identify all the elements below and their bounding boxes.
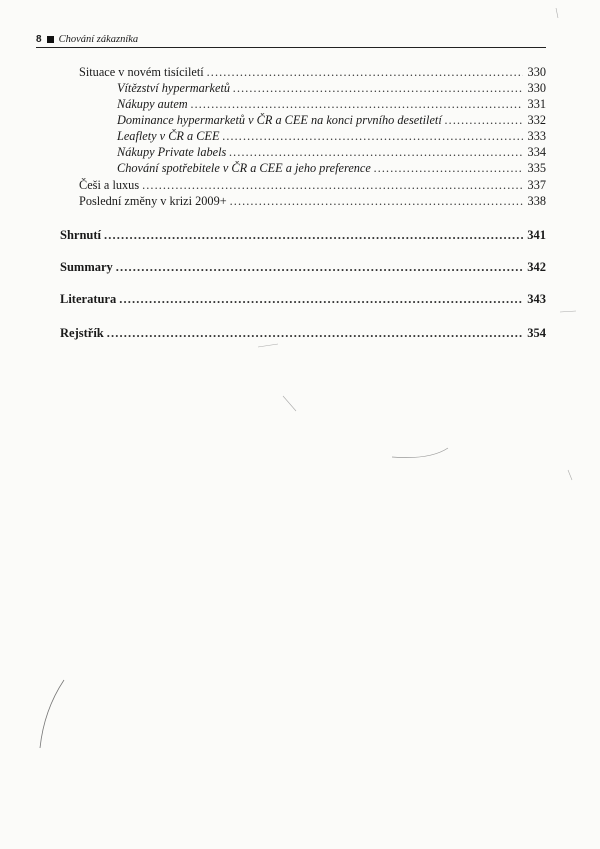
scan-stroke-mark (283, 396, 296, 411)
toc-entry-page: 333 (527, 129, 546, 143)
toc-chapter (60, 325, 546, 341)
toc-entry (117, 112, 546, 128)
scan-stroke-mark (560, 311, 576, 312)
running-header (36, 31, 546, 48)
toc-entry-page: 330 (527, 81, 546, 95)
toc-entry (117, 128, 546, 144)
toc-chapter (60, 227, 546, 243)
toc-entry-page: 354 (527, 326, 546, 340)
header-title: Chování zákazníka (58, 33, 139, 45)
toc-dot-leader (142, 177, 523, 193)
toc-dot-leader (233, 80, 523, 96)
toc-entry-page: 330 (527, 65, 546, 79)
toc-entry-page: 335 (527, 161, 546, 175)
toc-dot-leader (191, 96, 523, 112)
toc-dot-leader (374, 160, 523, 176)
toc-entry-title: Rejstřík (60, 326, 104, 340)
toc-entry-page: 342 (527, 260, 546, 274)
toc-entry (117, 144, 546, 160)
toc-entry (79, 177, 546, 193)
toc-dot-leader (119, 291, 523, 307)
toc-entry-page: 343 (527, 292, 546, 306)
toc-entry-title: Chování spotřebitele v ČR a CEE a jeho preference (117, 161, 371, 175)
scan-stroke-mark (568, 470, 572, 480)
toc-chapter (60, 259, 546, 275)
toc-dot-leader (116, 259, 523, 275)
toc-entry-title: Situace v novém tisíciletí (79, 65, 204, 79)
toc-dot-leader (107, 325, 523, 341)
toc-entry (79, 64, 546, 80)
square-bullet-icon (47, 36, 54, 43)
toc-entry-page: 337 (527, 178, 546, 192)
toc-dot-leader (222, 128, 523, 144)
toc-entry-title: Češi a luxus (79, 178, 140, 192)
toc-entry-title: Shrnutí (60, 228, 101, 242)
scan-stroke-mark (258, 344, 278, 347)
toc-dot-leader (230, 193, 523, 209)
toc-entry-title: Dominance hypermarketů v ČR a CEE na konci prvního desetiletí (117, 113, 442, 127)
toc-entry-page: 332 (527, 113, 546, 127)
toc-entry-title: Nákupy autem (117, 97, 188, 111)
toc-entry-title: Leaflety v ČR a CEE (117, 129, 220, 143)
toc-entry-page: 338 (527, 194, 546, 208)
toc-entry (117, 80, 546, 96)
toc-entry (79, 193, 546, 209)
scan-stroke-mark (392, 448, 448, 458)
toc-dot-leader (207, 64, 523, 80)
toc-dot-leader (104, 227, 523, 243)
header-page-number: 8 (36, 33, 42, 45)
toc-entry-page: 341 (527, 228, 546, 242)
toc-dot-leader (229, 144, 523, 160)
toc-entry-title: Vítězství hypermarketů (117, 81, 231, 95)
toc-entry-title: Literatura (60, 292, 117, 306)
scan-stroke-mark (40, 680, 64, 748)
toc-dot-leader (445, 112, 523, 128)
toc-chapter (60, 291, 546, 307)
toc-entry-title: Summary (60, 260, 113, 274)
toc-entry-title: Nákupy Private labels (117, 145, 227, 159)
toc-entry-page: 331 (527, 97, 546, 111)
toc-entry (117, 160, 546, 176)
toc-entry (117, 96, 546, 112)
scan-stroke-mark (556, 8, 558, 18)
toc-entry-page: 334 (527, 145, 546, 159)
toc-entry-title: Poslední změny v krizi 2009+ (79, 194, 227, 208)
